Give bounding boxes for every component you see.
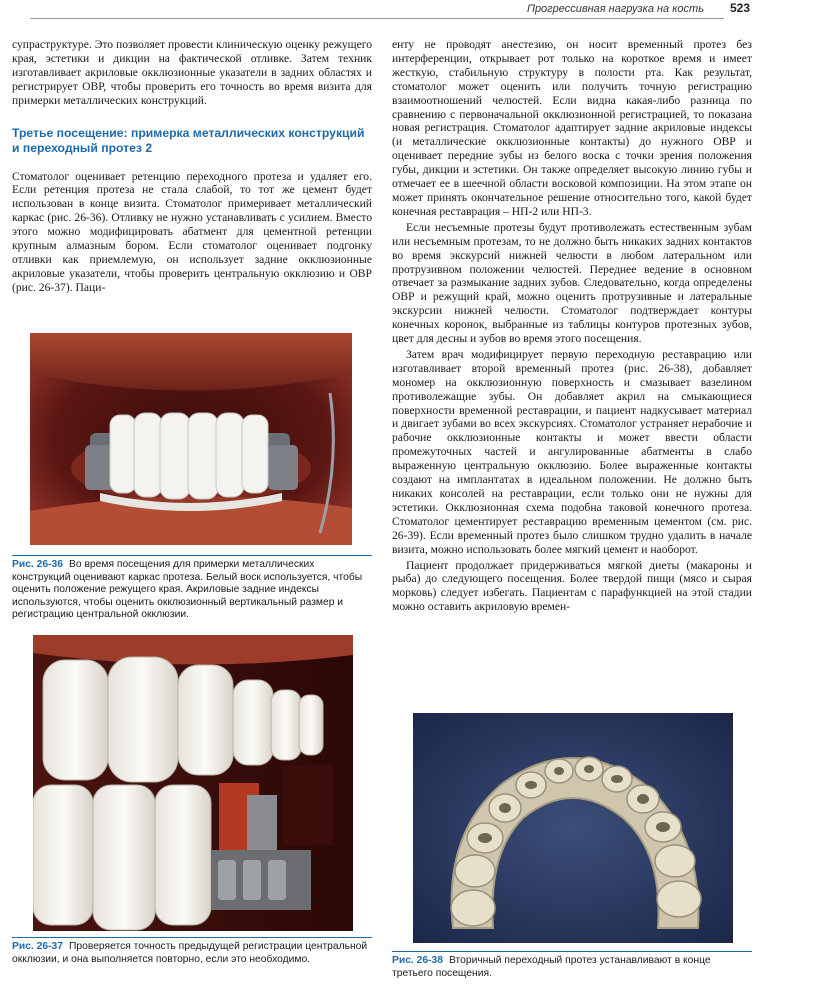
right-paragraph-4: Пациент продолжает придерживаться мягкой диеты (макароны и рыба) до следующего посещения. Более твердой пищи (мясо и сырая морковь) следует избегать. Пациентам с парафункцией на этой стадии можно оставить акриловую времен- [392, 558, 752, 614]
figure-26-38-rule [392, 951, 752, 952]
figure-26-37-photo [33, 635, 353, 931]
figure-26-37-rule [12, 937, 372, 938]
figure-26-38-text: Вторичный переходный протез устанавливают в конце третьего посещения. [392, 955, 711, 979]
running-title: Прогрессивная нагрузка на кость [526, 3, 704, 15]
right-column [392, 38, 752, 614]
figure-26-38-caption [392, 955, 752, 980]
right-paragraph-1: енту не проводят анестезию, он носит временный протез без интерференции, открывает рот только на короткое время и имеет жесткую, стабильную структуру в полости рта. Как результат, стоматолог может оценить или получить точную регистрацию взаимоотношений челюстей. Если видна какая-либо разница по сравнению с первоначальной окклюзионной регистрацией, то показана новая регистрация. Стоматолог адаптирует задние акриловые индексы (и металлические окклюзионные контакты) до нужного ОВР и оценивает передние зубы из белого воска с точки зрения положения губы, дикции и эстетики. Он также определяет высокую линию губы и отмечает ее в шеечной области восковой композиции. На этом этапе он может принять окончательное решение относительно того, какой будет конечная реставрация – НП-2 или НП-3. [392, 38, 752, 218]
header-rule [30, 18, 724, 19]
figure-26-36-rule [12, 555, 372, 556]
figure-26-37-label: Рис. 26-37 [12, 941, 63, 952]
left-paragraph-2: Стоматолог оценивает ретенцию переходного протеза и удаляет его. Если ретенция протеза не стала слабой, то тот же цемент будет использован в конце визита. Стоматолог примеривает металлический каркас (рис. 26-36). Отливку не нужно устанавливать с усилием. Вместо этого можно модифицировать абатмент для цементной ретенции крупным алмазным бором. Если стоматолог оценивает подгонку отливки как приемлемую, он использует задние окклюзионные акриловые указатели, чтобы проверить центральную окклюзию и ОВР (рис. 26-37). Паци- [12, 169, 372, 294]
running-header [0, 0, 832, 20]
right-paragraph-2: Если несъемные протезы будут противолежать естественным зубам или несъемным протезам, то не должно быть никаких задних контактов во время экскурсий нижней челюсти в любом латеральном или протрузивном положении челюстей. Переднее ведение в основном отвечает за размыкание задних зубов. Следовательно, когда определены ОВР и режущий край, можно оценить протрузивные и латеральные экскурсии нижней челюсти. Стоматолог подтверждает контуры конечных коронок, выбранные из таблицы контуров протезных зубов, цвет для десны и зубов во время этого посещения. [392, 220, 752, 346]
section-heading: Третье посещение: примерка металлических конструкций и переходный протез 2 [12, 125, 365, 155]
figure-26-36-photo [30, 333, 352, 545]
figure-26-37-text: Проверяется точность предыдущей регистрации центральной окклюзии, и она выполняется повторно, если это необходимо. [12, 941, 368, 965]
page-number: 523 [730, 1, 751, 15]
figure-26-36-label: Рис. 26-36 [12, 559, 63, 570]
left-paragraph-1: супраструктуре. Это позволяет провести клиническую оценку режущего края, эстетики и дикции на фактической отливке. Затем техник изготавливает акриловые окклюзионные указатели в задних областях и регистрирует ОВР, чтобы проверить его точность во время визита для примерки металлических конструкций. [12, 38, 372, 107]
figure-26-38-label: Рис. 26-38 [392, 955, 443, 966]
figure-26-36-text: Во время посещения для примерки металлических конструкций оценивают каркас протеза. Белый воск используется, чтобы оценить положение режущего края. Акриловые задние индексы используются, чтобы оценить окклюзионный вертикальный размер и регистрацию центральной окклюзии. [12, 559, 363, 621]
left-column [12, 38, 372, 295]
figure-26-37-caption [12, 941, 372, 966]
right-paragraph-3: Затем врач модифицирует первую переходную реставрацию или изготавливает второй временный протез (рис. 26-38), добавляет мономер на окклюзионную поверхность и смазывает вазелином противолежащие зубы. Он добавляет акрил на смыкающиеся поверхности временной реставрации, и пациент надкусывает материал и двигает зубами во всех экскурсиях. Стоматолог устраняет нерабочие и рабочие окклюзионные контакты и может ввести области промежуточных частей и ангулированные абатменты в слабо выраженную центральную окклюзию. Более выраженные контакты создают на имплантатах в идеальном положении. Не должно быть никаких консолей на реставрации, если только они не нужны для эстетики. Окклюзионная схема подобна таковой конечного протеза. Стоматолог цементирует реставрацию временным цементом (см. рис. 26-39). Если временный протез было слишком трудно удалить в начале визита, можно использовать более мягкий цемент и наоборот. [392, 347, 752, 556]
figure-26-36-caption [12, 559, 372, 622]
figure-26-38-photo [413, 713, 733, 943]
